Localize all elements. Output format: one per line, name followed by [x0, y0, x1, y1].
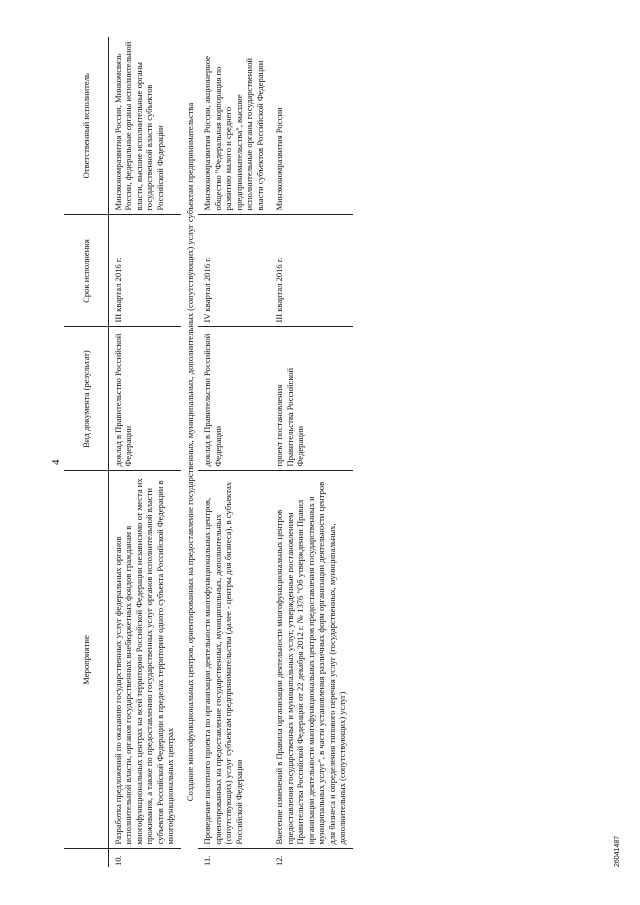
row-responsible: Минэкономразвития России, Минкомсвязь России, федеральные органы исполнительной власти, высшие исполнительные органы государственной власти субъектов Российской Федерации	[109, 37, 181, 215]
row-activity: Внесение изменений в Правила организации деятельности многофункциональных центров предоставления государственных и муниципальных услуг, утвержденные постановлением Правительства Российской Федерации от 22 декабря 2012 г. № 1376 "Об утверждении Правил организации деятельности многофункциональных центров предоставления государственных и муниципальных услуг", в части установления различных форм организации деятельности центров для бизнеса и определения типового перечня услуг (государственных, муниципальных, дополнительных (сопутствующих) услуг)	[270, 471, 352, 849]
row-doc-type: доклад в Правительство Российской Федерации	[198, 327, 270, 471]
row-deadline: IV квартал 2016 г.	[198, 215, 270, 327]
section-heading-row	[181, 37, 198, 867]
table-row	[198, 37, 270, 867]
row-doc-type: проект постановления Правительства Российской Федерации	[270, 327, 352, 471]
table-row	[109, 37, 181, 867]
row-deadline: III квартал 2016 г.	[270, 215, 352, 327]
row-activity: Проведение пилотного проекта по организации деятельности многофункциональных центров, ориентированных на предоставление государственных, муниципальных, дополнительных (сопутствующих) услуг субъектам предпринимательства (далее - центры для бизнеса), в субъектах Российской Федерации	[198, 471, 270, 849]
row-number: 10.	[113, 855, 123, 866]
row-activity: Разработка предложений по оказанию государственных услуг федеральных органов исполнительной власти, органов государственных внебюджетных фондов гражданам в многофункциональных центрах на всей территории Российской Федерации независимо от места их проживания, а также по предоставлению государственных услуг органов исполнительной власти субъектов Российской Федерации в пределах территории одного субъекта Российской Федерации в многофункциональных центрах	[109, 471, 181, 849]
page-number: 4	[50, 459, 62, 465]
table-header-row	[64, 37, 109, 867]
row-deadline: III квартал 2016 г.	[109, 215, 181, 327]
header-doc-type: Вид документа (результат)	[64, 327, 109, 471]
row-responsible: Минэкономразвития России, акционерное общество "Федеральная корпорация по развитию малого и среднего предпринимательства", высшие исполнительные органы государственной власти субъектов Российской Федерации	[198, 37, 270, 215]
row-number: 11.	[202, 855, 213, 866]
document-id: 26041487	[614, 835, 621, 867]
section-heading: Создание многофункциональных центров, ориентированных на предоставление государственных, муниципальных, дополнительных (сопутствующих) услуг субъектам предпринимательства	[184, 102, 195, 802]
row-number: 12.	[274, 855, 285, 866]
header-activity: Мероприятие	[64, 471, 109, 849]
row-doc-type: доклад в Правительство Российской Федерации	[109, 327, 181, 471]
table-row	[270, 37, 352, 867]
header-responsible: Ответственный исполнитель	[64, 37, 109, 215]
row-responsible: Минэкономразвития России	[270, 37, 352, 215]
action-plan-table	[64, 37, 353, 867]
header-number	[64, 849, 109, 867]
header-deadline: Срок исполнения	[64, 215, 109, 327]
